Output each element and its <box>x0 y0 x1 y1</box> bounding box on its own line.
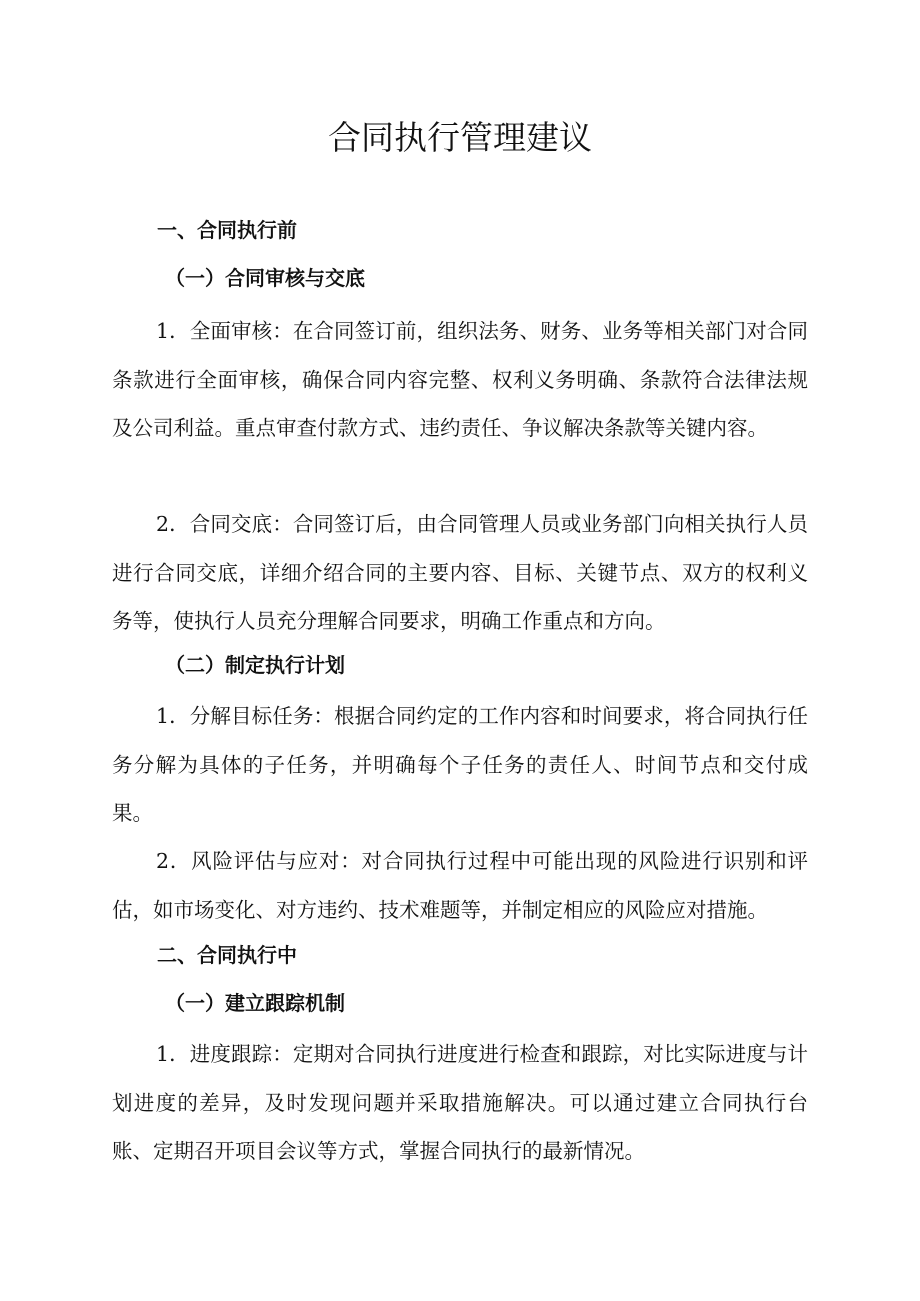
paragraph-contract-handover: 2．合同交底：合同签订后，由合同管理人员或业务部门向相关执行人员进行合同交底，详细介绍合同的主要内容、目标、关键节点、双方的权利义务等，使执行人员充分理解合同要求，明确工作重点和方向。 <box>112 512 808 633</box>
paragraph-comprehensive-review: 1．全面审核：在合同签订前，组织法务、财务、业务等相关部门对合同条款进行全面审核，确保合同内容完整、权利义务明确、条款符合法律法规及公司利益。重点审查付款方式、违约责任、争议解决条款等关键内容。 <box>112 319 808 440</box>
section-heading-before-execution: 一、合同执行前 <box>157 218 297 242</box>
subsection-heading-tracking-mechanism: （一）建立跟踪机制 <box>165 991 345 1015</box>
section-heading-during-execution: 二、合同执行中 <box>157 943 297 967</box>
paragraph-task-breakdown: 1．分解目标任务：根据合同约定的工作内容和时间要求，将合同执行任务分解为具体的子任务，并明确每个子任务的责任人、时间节点和交付成果。 <box>112 704 808 825</box>
subsection-heading-execution-plan: （二）制定执行计划 <box>165 653 345 677</box>
paragraph-risk-assessment: 2．风险评估与应对：对合同执行过程中可能出现的风险进行识别和评估，如市场变化、对方违约、技术难题等，并制定相应的风险应对措施。 <box>112 849 808 922</box>
document-title: 合同执行管理建议 <box>328 118 592 157</box>
subsection-heading-review-handover: （一）合同审核与交底 <box>165 266 365 290</box>
paragraph-progress-tracking: 1．进度跟踪：定期对合同执行进度进行检查和跟踪，对比实际进度与计划进度的差异，及时发现问题并采取措施解决。可以通过建立合同执行台账、定期召开项目会议等方式，掌握合同执行的最新情况。 <box>112 1042 808 1163</box>
